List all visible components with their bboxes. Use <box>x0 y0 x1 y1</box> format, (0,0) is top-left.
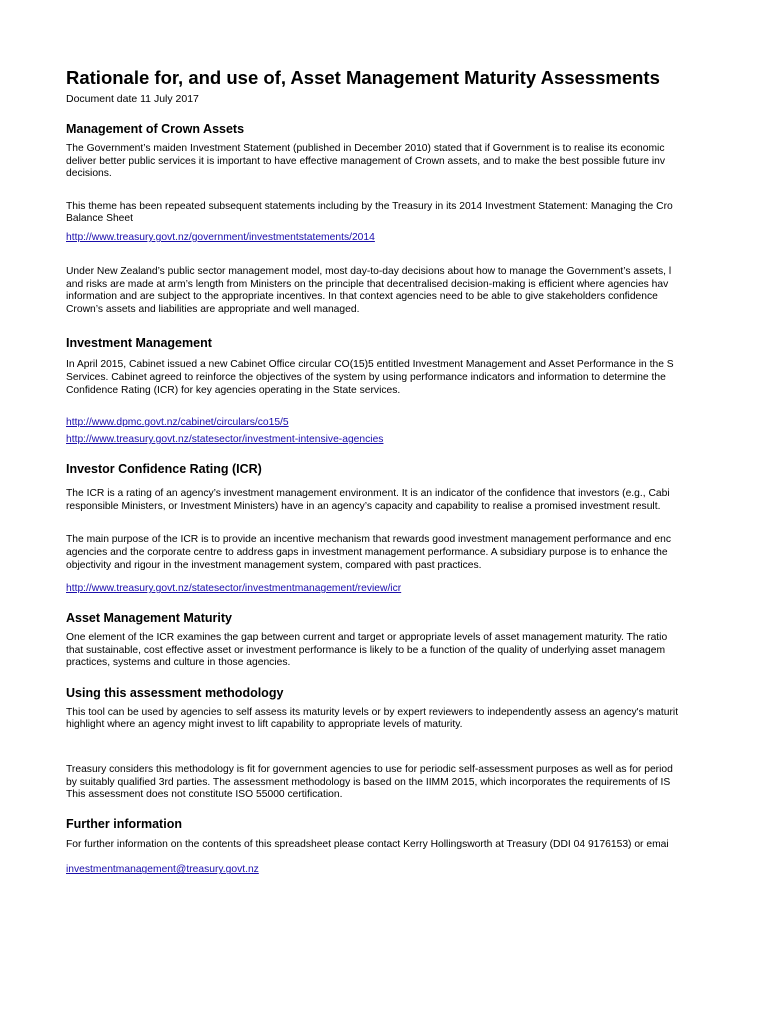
paragraph-maturity-1: One element of the ICR examines the gap between current and target or appropriate levels of asset management maturity. The ratio that sustainable, cost effective asset or investment performance is likely to be a function of the quality of underlying asset managem practices, systems and culture in those agencies. <box>66 632 668 669</box>
link-contact-email[interactable]: investmentmanagement@treasury.govt.nz <box>66 864 259 876</box>
link-dpmc-circular[interactable]: http://www.dpmc.govt.nz/cabinet/circulars/co15/5 <box>66 417 289 429</box>
paragraph-icr-2: The main purpose of the ICR is to provide an incentive mechanism that rewards good investment management performance and enc agencies and the corporate centre to address gaps in investment management performance. A subsidiary purpose is to enhance the objectivity and rigour in the investment management system, compared with past practices. <box>66 534 671 571</box>
paragraph-crown-3: Under New Zealand’s public sector management model, most day-to-day decisions about how to manage the Government’s assets, l and risks are made at arm’s length from Ministers on the principle that decentralised decision-making is efficient where agencies hav information and are subject to the appropriate incentives. In that context agencies need to be able to give stakeholders confidence Crown’s assets and liabilities are appropriate and well managed. <box>66 265 672 315</box>
heading-assessment-methodology: Using this assessment methodology <box>66 685 284 700</box>
link-icr-review[interactable]: http://www.treasury.govt.nz/statesector/investmentmanagement/review/icr <box>66 583 402 595</box>
heading-icr: Investor Confidence Rating (ICR) <box>66 462 262 477</box>
paragraph-crown-2: This theme has been repeated subsequent statements including by the Treasury in its 2014 Investment Statement: Managing the Cro Balance Sheet <box>66 200 673 225</box>
heading-asset-management-maturity: Asset Management Maturity <box>66 611 233 626</box>
paragraph-method-1: This tool can be used by agencies to self assess its maturity levels or by expert reviewers to independently assess an agency's maturit highlight where an agency might invest to lift capability to appropriate levels of maturity. <box>66 706 679 731</box>
link-investment-statements-2014[interactable]: http://www.treasury.govt.nz/government/investmentstatements/2014 <box>66 231 375 243</box>
paragraph-icr-1: The ICR is a rating of an agency’s investment management environment. It is an indicator of the confidence that investors (e.g., Cabi responsible Ministers, or Investment Ministers) have in an agency’s capacity and capability to realise a promised investment result. <box>66 488 670 512</box>
paragraph-investment-1: In April 2015, Cabinet issued a new Cabinet Office circular CO(15)5 entitled Investment Management and Asset Performance in the S Services. Cabinet agreed to reinforce the objectives of the system by using performance indicators and information to determine the Confidence Rating (ICR) for key agencies operating in the State services. <box>66 359 674 396</box>
paragraph-method-2: Treasury considers this methodology is fit for government agencies to use for periodic self-assessment purposes as well as for period by suitably qualified 3rd parties. The assessment methodology is based on the IIMM 2015, which incorporates the requirements of IS This assessment does not constitute ISO 55000 certification. <box>66 764 673 801</box>
paragraph-further-1: For further information on the contents of this spreadsheet please contact Kerry Hollingsworth at Treasury (DDI 04 9176153) or emai <box>66 838 669 850</box>
heading-further-information: Further information <box>66 816 182 831</box>
document-date: Document date 11 July 2017 <box>66 93 199 105</box>
heading-investment-management: Investment Management <box>66 336 212 351</box>
paragraph-crown-1: The Government’s maiden Investment Statement (published in December 2010) stated that if Government is to realise its economic deliver better public services it is important to have effective management of Crown assets, and to make the best possible future inv decisions. <box>66 143 666 180</box>
link-investment-intensive-agencies[interactable]: http://www.treasury.govt.nz/statesector/investment-intensive-agencies <box>66 434 384 446</box>
heading-crown-assets: Management of Crown Assets <box>66 122 245 136</box>
document-title: Rationale for, and use of, Asset Management Maturity Assessments <box>66 67 660 88</box>
document-content <box>66 66 768 877</box>
